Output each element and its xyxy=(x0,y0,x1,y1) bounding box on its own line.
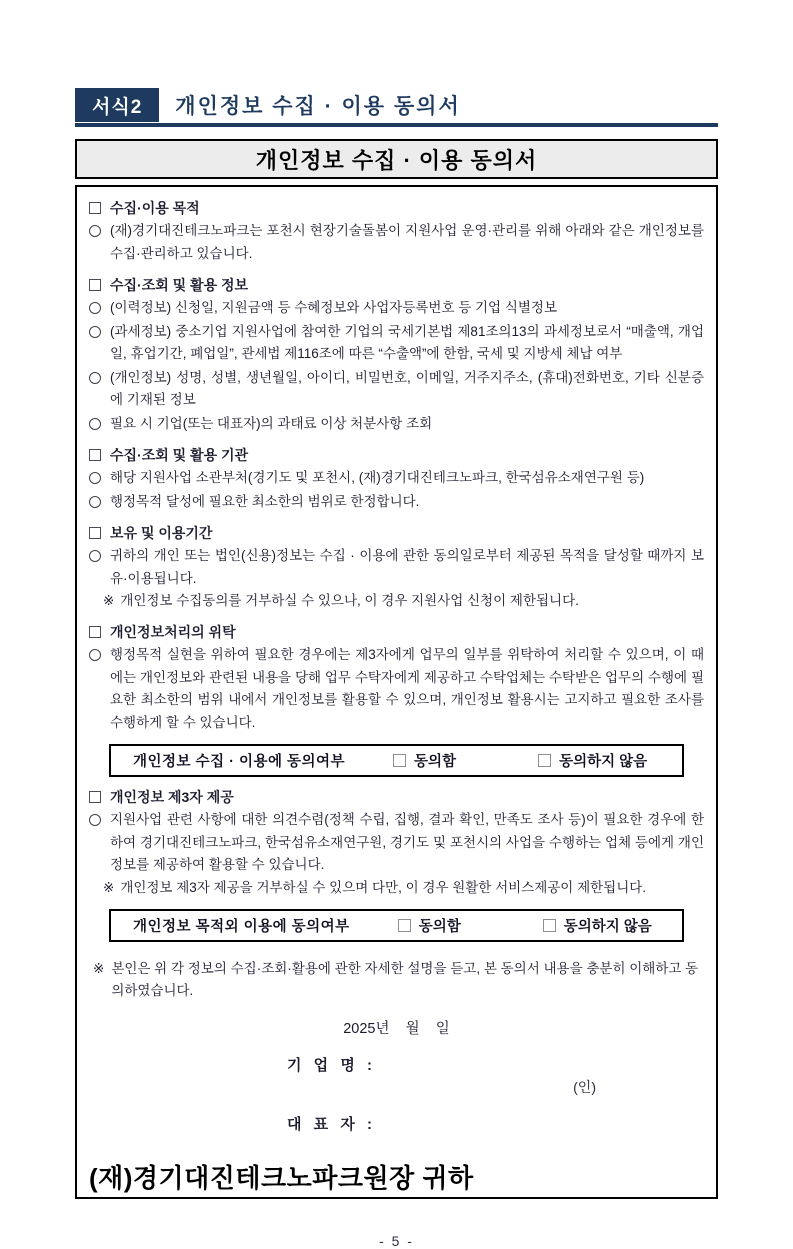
consent-question: 개인정보 수집 · 이용에 동의여부 xyxy=(133,754,346,770)
list-item xyxy=(89,321,704,366)
reference-mark-icon: ※ xyxy=(103,879,115,895)
section-title: 수집·조회 및 활용 정보 xyxy=(110,277,249,293)
item-text: 귀하의 개인 또는 법인(신용)정보는 수집 · 이용에 관한 동의일로부터 제공된 목적을 달성할 때까지 보유·이용됩니다. xyxy=(110,548,704,586)
list-item xyxy=(89,644,704,734)
list-item xyxy=(89,809,704,877)
circle-bullet-icon xyxy=(89,649,101,661)
header-divider xyxy=(75,123,718,127)
list-item xyxy=(89,491,704,514)
section-title: 개인정보 제3자 제공 xyxy=(110,789,234,805)
section-title-row xyxy=(89,197,704,219)
signature-area xyxy=(89,1054,704,1134)
section-title: 보유 및 이용기간 xyxy=(110,525,213,541)
consent-form-body xyxy=(75,185,718,1199)
circle-bullet-icon xyxy=(89,225,101,237)
reference-mark-icon: ※ xyxy=(103,593,115,608)
item-text: (개인정보) 성명, 성별, 생년월일, 아이디, 비밀번호, 이메일, 거주지주소, (휴대)전화번호, 기타 신분증에 기재된 정보 xyxy=(110,369,704,407)
circle-bullet-icon xyxy=(89,372,101,384)
section-title-row xyxy=(89,274,704,296)
list-item xyxy=(89,297,704,320)
seal-mark: (인) xyxy=(573,1078,596,1095)
consent-box-secondary-use xyxy=(109,909,684,942)
document-title-box xyxy=(75,139,718,179)
consent-box-collection-use xyxy=(109,744,684,777)
square-bullet-icon xyxy=(89,527,101,539)
disagree-option[interactable] xyxy=(543,915,652,936)
item-text: (이력정보) 신청일, 지원금액 등 수혜정보와 사업자등록번호 등 기업 식별정보 xyxy=(110,300,558,315)
section-title-row xyxy=(89,621,704,643)
circle-bullet-icon xyxy=(89,326,101,338)
section-title-row xyxy=(89,444,704,466)
section-title-row xyxy=(89,786,704,808)
form-number-badge: 서식2 xyxy=(75,88,159,122)
agree-option[interactable] xyxy=(398,915,461,936)
disagree-label: 동의하지 않음 xyxy=(559,754,648,770)
closing-statement xyxy=(89,958,704,1003)
section-retention-period xyxy=(89,522,704,612)
agree-label: 동의함 xyxy=(418,918,461,935)
recipient-line: (재)경기대진테크노파크원장 귀하 xyxy=(89,1162,474,1193)
circle-bullet-icon xyxy=(89,302,101,314)
note-text: 개인정보 제3자 제공을 거부하실 수 있으며 다만, 이 경우 원활한 서비스제공이 제한됩니다. xyxy=(120,879,647,895)
item-text: (재)경기대진테크노파크는 포천시 현장기술돌봄이 지원사업 운영·관리를 위해 아래와 같은 개인정보를 수집·관리하고 있습니다. xyxy=(110,223,704,261)
circle-bullet-icon xyxy=(89,814,101,826)
square-bullet-icon xyxy=(89,202,101,214)
closing-statement-text: 본인은 위 각 정보의 수집·조회·활용에 관한 자세한 설명을 듣고, 본 동의서 내용을 충분히 이해하고 동의하였습니다. xyxy=(111,960,699,998)
reference-note xyxy=(89,877,704,899)
section-title: 수집·이용 목적 xyxy=(110,200,200,216)
section-third-party-provision xyxy=(89,786,704,942)
agree-option[interactable] xyxy=(393,750,456,771)
section-using-agencies xyxy=(89,444,704,513)
square-bullet-icon xyxy=(89,279,101,291)
disagree-checkbox[interactable] xyxy=(538,754,551,767)
section-title-row xyxy=(89,522,704,544)
document-page xyxy=(75,88,718,1249)
section-collection-purpose xyxy=(89,197,704,265)
document-title: 개인정보 수집 · 이용 동의서 xyxy=(255,147,538,173)
page-number: - 5 - xyxy=(379,1232,414,1249)
list-item xyxy=(89,467,704,490)
section-title: 개인정보처리의 위탁 xyxy=(110,624,236,640)
reference-mark-icon: ※ xyxy=(93,960,105,976)
form-header xyxy=(75,88,718,122)
item-text: 필요 시 기업(또는 대표자)의 과태료 이상 처분사항 조회 xyxy=(110,415,433,431)
disagree-label: 동의하지 않음 xyxy=(563,918,652,935)
agree-label: 동의함 xyxy=(414,754,457,770)
item-text: 지원사업 관련 사항에 대한 의견수렴(정책 수립, 집행, 결과 확인, 만족도 조사 등)이 필요한 경우에 한하여 경기대진테크노파크, 한국섬유소재연구원, 경기도 및 포천시의 사업을 수행하는 업체 등에게 개인정보를 제공하여 활용할 수 있습니다. xyxy=(110,812,704,872)
item-text: (과세정보) 중소기업 지원사업에 참여한 기업의 국세기본법 제81조의13의 과세정보로서 “매출액, 개업일, 휴업기간, 폐업일”, 관세법 제116조에 따른 “수출액”에 한함, 국세 및 지방세 체납 여부 xyxy=(110,323,704,361)
circle-bullet-icon xyxy=(89,418,101,430)
square-bullet-icon xyxy=(89,449,101,461)
list-item xyxy=(89,220,704,265)
item-text: 해당 지원사업 소관부처(경기도 및 포천시, (재)경기대진테크노파크, 한국섬유소재연구원 등) xyxy=(110,470,645,485)
list-item xyxy=(89,367,704,412)
item-text: 행정목적 실현을 위하여 필요한 경우에는 제3자에게 업무의 일부를 위탁하여 처리할 수 있으며, 이 때에는 개인정보와 관련된 내용을 당해 업무 수탁자에게 제공하고 수탁업체는 수탁받은 업무의 수행에 필요한 최소한의 범위 내에서 개인정보를 활용할 수 있으며, 개인정보 활용시는 고지하고 필요한 조사를 수행하게 할 수 있습니다. xyxy=(110,647,704,730)
form-header-title: 개인정보 수집 · 이용 동의서 xyxy=(175,95,461,118)
circle-bullet-icon xyxy=(89,472,101,484)
square-bullet-icon xyxy=(89,791,101,803)
agree-checkbox[interactable] xyxy=(398,919,411,932)
reference-note xyxy=(89,590,704,612)
section-title: 수집·조회 및 활용 기관 xyxy=(110,447,249,463)
disagree-checkbox[interactable] xyxy=(543,919,556,932)
list-item xyxy=(89,545,704,590)
circle-bullet-icon xyxy=(89,496,101,508)
agree-checkbox[interactable] xyxy=(393,754,406,767)
section-processing-delegation xyxy=(89,621,704,777)
note-text: 개인정보 수집동의를 거부하실 수 있으나, 이 경우 지원사업 신청이 제한됩니다. xyxy=(120,593,579,608)
date-line: 2025년 월 일 xyxy=(343,1020,450,1037)
circle-bullet-icon xyxy=(89,550,101,562)
company-name-field[interactable]: 기 업 명 : xyxy=(287,1056,376,1074)
section-collected-info xyxy=(89,274,704,435)
disagree-option[interactable] xyxy=(538,750,647,771)
list-item xyxy=(89,413,704,436)
consent-question: 개인정보 목적외 이용에 동의여부 xyxy=(133,918,350,935)
square-bullet-icon xyxy=(89,626,101,638)
item-text: 행정목적 달성에 필요한 최소한의 범위로 한정합니다. xyxy=(110,493,420,509)
representative-field[interactable]: 대 표 자 : xyxy=(287,1115,376,1133)
